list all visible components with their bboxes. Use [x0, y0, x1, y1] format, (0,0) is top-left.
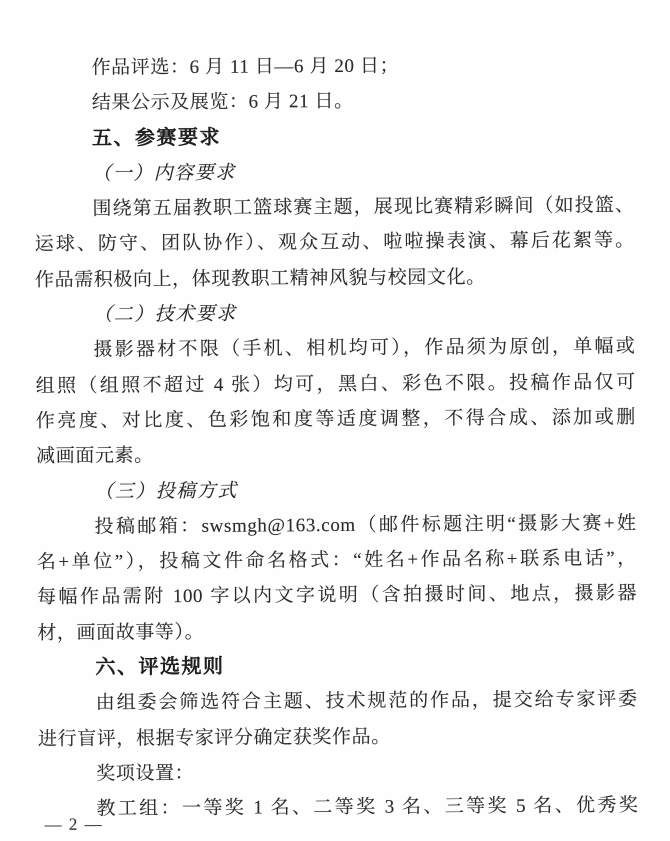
subsection-heading-content-requirements: （一）内容要求 — [92, 162, 236, 185]
body-text-line: 作品需积极向上，体现教职工精神风貌与校园文化。 — [34, 266, 486, 291]
body-text-line: 材，画面故事等）。 — [37, 621, 205, 644]
body-text-line: 摄影器材不限（手机、相机均可），作品须为原创，单幅或 — [93, 336, 636, 361]
schedule-line-review: 作品评选：6 月 11 日—6 月 20 日； — [91, 55, 400, 79]
schedule-line-announcement: 结果公示及展览：6 月 21 日。 — [91, 91, 354, 114]
body-text-line-awards-label: 奖项设置： — [96, 762, 195, 785]
body-text-line: 由组委会筛选符合主题、技术规范的作品，提交给专家评委 — [95, 689, 638, 714]
subsection-heading-technical-requirements: （二）技术要求 — [93, 303, 237, 326]
page-number: — 2 — — [44, 814, 104, 834]
body-text-line: 进行盲评，根据专家评分确定获奖作品。 — [37, 726, 391, 750]
section-heading-entry-requirements: 五、参赛要求 — [91, 126, 222, 150]
body-text-line: 每幅作品需附 100 字以内文字说明（含拍摄时间、地点，摄影器 — [36, 583, 638, 609]
document-body — [33, 47, 639, 834]
section-heading-judging-rules: 六、评选规则 — [95, 655, 225, 679]
subsection-heading-submission-method: （三）投稿方式 — [94, 480, 238, 503]
body-text-line-email: 投稿邮箱：swsmgh@163.com（邮件标题注明“摄影大赛+姓 — [94, 512, 637, 538]
body-text-line-staff-group-awards: 教工组：一等奖 1 名、二等奖 3 名、三等奖 5 名、优秀奖 — [96, 795, 639, 820]
body-text-line: 围绕第五届教职工篮球赛主题，展现比赛精彩瞬间（如投篮、 — [92, 195, 635, 220]
body-text-line: 运球、防守、团队协作）、观众互动、啦啦操表演、幕后花絮等。 — [34, 230, 635, 256]
body-text-line: 作亮度、对比度、色彩饱和度等适度调整，不得合成、添加或删 — [35, 406, 636, 432]
body-text-line: 组照（组照不超过 4 张）均可，黑白、彩色不限。投稿作品仅可 — [35, 371, 636, 397]
body-text-line: 减画面元素。 — [36, 445, 154, 468]
body-text-line: 名+单位”），投稿文件命名格式：“姓名+作品名称+联系电话”， — [36, 548, 637, 574]
